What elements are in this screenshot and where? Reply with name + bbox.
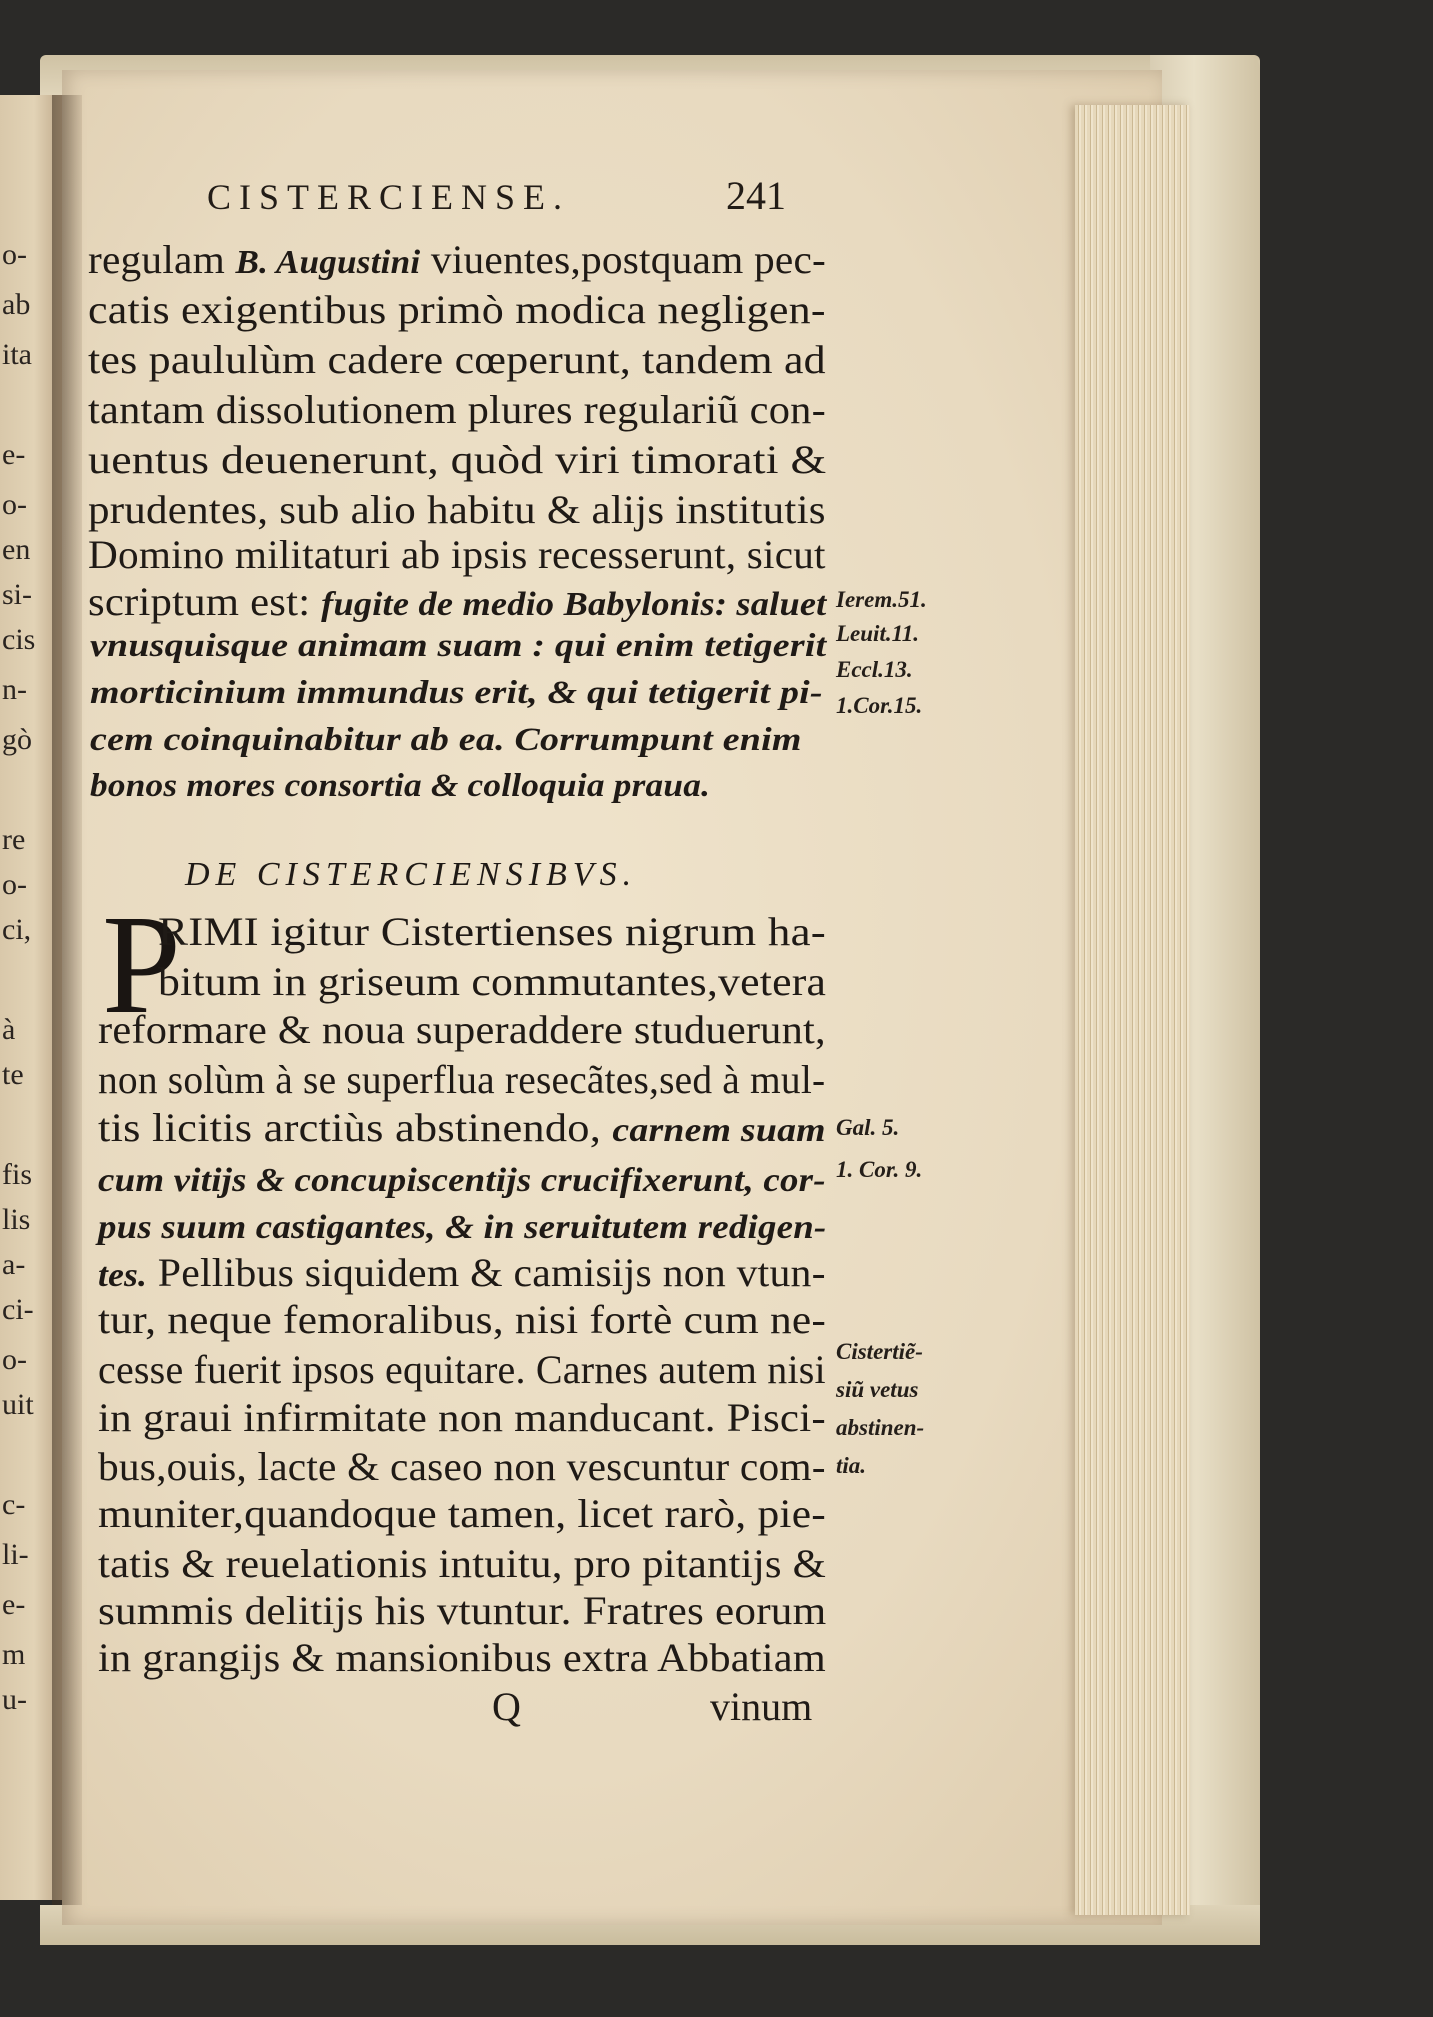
body-line: non solùm à se superflua resecãtes,sed à mul- <box>98 1057 826 1102</box>
body-line: bus,ouis, lacte & caseo non vescuntur com- <box>98 1444 826 1489</box>
body-line: in graui infirmitate non manducant. Pisci- <box>98 1395 826 1440</box>
left-page-text-fragment: li- <box>2 1538 29 1571</box>
running-title: CISTERCIENSE. <box>207 177 571 217</box>
left-page-text-fragment: o- <box>2 238 27 271</box>
left-page-text-fragment: ci, <box>2 913 32 946</box>
left-page-text-fragment: ab <box>2 288 31 321</box>
quotation-line: vnusquisque animam suam : qui enim tetigerit <box>90 628 827 664</box>
left-page-text-fragment: te <box>2 1058 24 1091</box>
marginal-note: Ierem.51. <box>836 587 927 612</box>
body-line: pus suum castigantes, & in seruitutem redigen- <box>98 1209 827 1246</box>
signature-mark: Q <box>492 1684 521 1729</box>
marginal-note: 1.Cor.15. <box>836 693 923 718</box>
drop-capital: P <box>102 885 181 1043</box>
left-page-text-fragment: en <box>2 533 31 566</box>
body-line: Domino militaturi ab ipsis recesserunt, sicut <box>88 532 826 577</box>
left-page-text-fragment: n- <box>2 673 27 706</box>
left-page-text-fragment: u- <box>2 1683 27 1716</box>
left-page-text-fragment: si- <box>2 578 32 611</box>
section-heading: DE CISTERCIENSIBVS. <box>185 856 638 893</box>
left-page-text-fragment: cis <box>2 623 36 656</box>
marginal-note: siũ vetus <box>836 1377 919 1402</box>
quotation-line: bonos mores consortia & colloquia praua. <box>90 768 711 804</box>
left-page-text-fragment: e- <box>2 1588 26 1621</box>
body-line: reformare & noua superaddere studuerunt, <box>98 1007 826 1052</box>
left-page-text-fragment: c- <box>2 1488 26 1521</box>
body-line: tatis & reuelationis intuitu, pro pitantijs & <box>98 1541 827 1586</box>
body-line: scriptum est: fugite de medio Babylonis: saluet <box>88 579 827 624</box>
body-line: cum vitijs & concupiscentijs crucifixerunt, cor- <box>98 1162 826 1199</box>
left-page-text-fragment: ci- <box>2 1293 34 1326</box>
body-line: muniter,quandoque tamen, licet rarò, pie- <box>98 1491 826 1536</box>
marginal-note: tia. <box>836 1453 867 1478</box>
marginal-note: Cistertiẽ- <box>836 1339 923 1364</box>
body-line: catis exigentibus primò modica negligen- <box>88 287 826 332</box>
left-page-text-fragment: uit <box>2 1388 34 1421</box>
body-line: tantam dissolutionem plures regulariũ con- <box>88 387 826 432</box>
quotation-line: cem coinquinabitur ab ea. Corrumpunt enim <box>90 722 802 758</box>
body-line: tes paululùm cadere cœperunt, tandem ad <box>88 337 826 382</box>
marginal-note: 1. Cor. 9. <box>836 1157 923 1182</box>
left-page-text-fragment: ita <box>2 338 32 371</box>
body-line: summis delitijs his vtuntur. Fratres eorum <box>98 1588 827 1633</box>
left-page-text-fragment: e- <box>2 438 26 471</box>
body-line: RIMI igitur Cistertienses nigrum ha- <box>158 909 827 954</box>
left-page-text-fragment: a- <box>2 1248 26 1281</box>
quotation-line: morticinium immundus erit, & qui tetigerit pi- <box>90 675 823 711</box>
left-page-text-fragment: à <box>2 1013 16 1046</box>
body-line: cesse fuerit ipsos equitare. Carnes autem nisi <box>98 1347 826 1392</box>
marginal-note: Eccl.13. <box>836 657 913 682</box>
marginal-note: Gal. 5. <box>836 1115 900 1140</box>
left-page-text-fragment: fis <box>2 1158 32 1191</box>
body-line: prudentes, sub alio habitu & alijs institutis <box>88 487 826 532</box>
page-number: 241 <box>726 173 786 218</box>
left-page-text-fragment: gò <box>2 723 32 756</box>
body-line: regulam B. Augustini viuentes,postquam pec- <box>88 237 827 282</box>
body-line: tis licitis arctiùs abstinendo, carnem suam <box>98 1105 826 1150</box>
body-line: tur, neque femoralibus, nisi fortè cum ne- <box>98 1297 827 1342</box>
marginal-note: abstinen- <box>836 1415 925 1440</box>
body-line: bitum in griseum commutantes,vetera <box>158 959 827 1004</box>
left-page-text-fragment: o- <box>2 868 27 901</box>
catchword: vinum <box>710 1684 813 1729</box>
left-page-text-fragment: lis <box>2 1203 31 1236</box>
body-line: in grangijs & mansionibus extra Abbatiam <box>98 1635 827 1680</box>
left-page-text-fragment: m <box>2 1638 26 1671</box>
marginal-note: Leuit.11. <box>836 621 920 646</box>
left-page-text-fragment: re <box>2 823 26 856</box>
body-line: uentus deuenerunt, quòd viri timorati & <box>88 437 827 482</box>
left-page-text-fragment: o- <box>2 1343 27 1376</box>
body-line: tes. Pellibus siquidem & camisijs non vtun- <box>98 1250 826 1295</box>
left-page-text-fragment: o- <box>2 488 27 521</box>
